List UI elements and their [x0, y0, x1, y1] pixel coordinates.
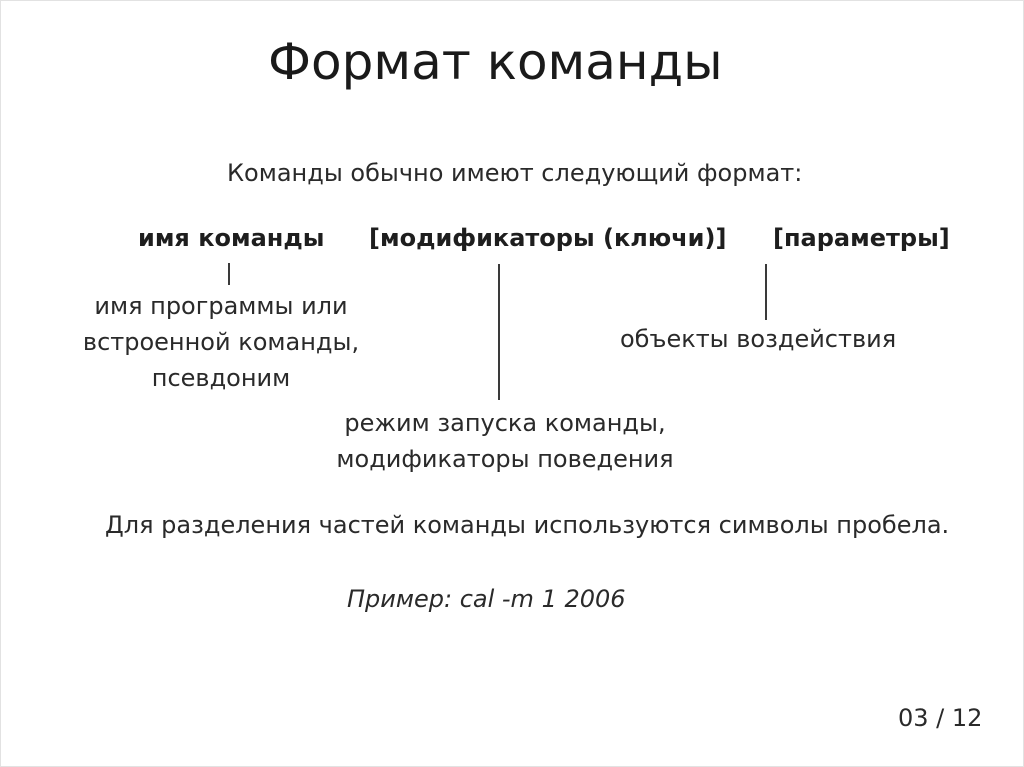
- separator-note: Для разделения частей команды используются символы пробела.: [105, 511, 950, 539]
- page-indicator: 03 / 12: [898, 704, 983, 732]
- description-line: встроенной команды,: [82, 328, 360, 356]
- description-line: режим запуска команды,: [344, 409, 666, 437]
- description-line: модификаторы поведения: [336, 445, 674, 473]
- connector-line-parameters: [765, 264, 767, 320]
- example-text: Пример: cal -m 1 2006: [347, 585, 626, 613]
- connector-line-modifiers: [498, 264, 500, 400]
- slide-subtitle: Команды обычно имеют следующий формат:: [227, 159, 803, 187]
- description-modifiers: [300, 405, 710, 477]
- description-line: псевдоним: [151, 364, 291, 392]
- description-line: имя программы или: [94, 292, 348, 320]
- term-command-name: имя команды: [138, 224, 325, 252]
- description-parameters: объекты воздействия: [620, 325, 897, 353]
- term-modifiers: [модификаторы (ключи)]: [369, 224, 727, 252]
- slide-title: Формат команды: [268, 33, 723, 91]
- connector-line-name: [228, 263, 230, 285]
- description-command-name: [66, 288, 376, 396]
- term-parameters: [параметры]: [773, 224, 950, 252]
